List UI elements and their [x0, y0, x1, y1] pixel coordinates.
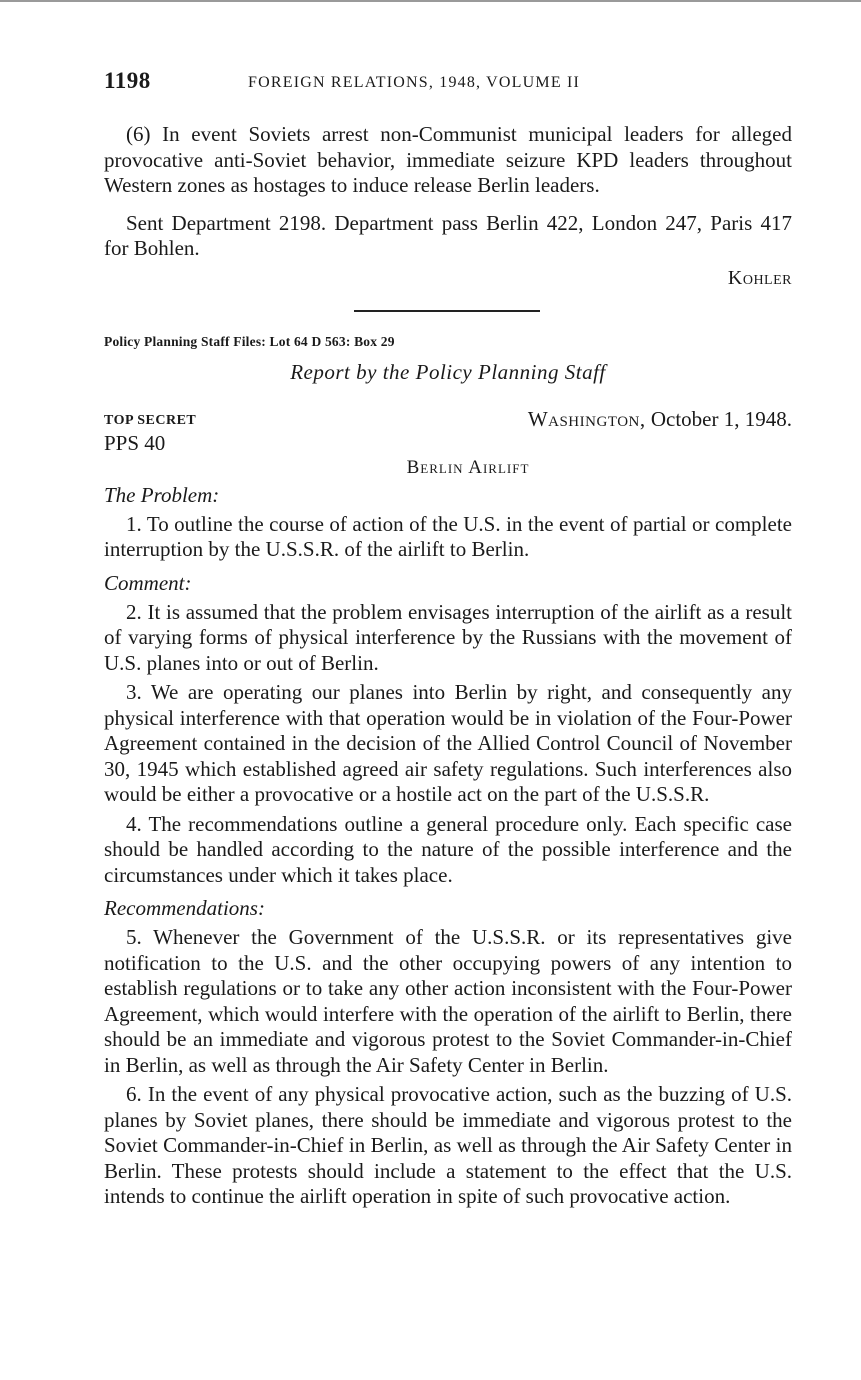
- dateline-row: [104, 407, 792, 435]
- section-divider: [354, 310, 540, 312]
- series-title: FOREIGN RELATIONS, 1948, VOLUME II: [248, 74, 581, 91]
- source-note: Policy Planning Staff Files: Lot 64 D 563: Box 29: [104, 333, 395, 349]
- paragraph-5: 5. Whenever the Government of the U.S.S.R. or its representatives give notification to the U.S. and the other occupying powers of any intention to establish regulations or to take any other action inconsistent with the Four-Power Agreement, which would interfere with the operation of the airlift to Berlin, there should be an immediate and vigorous protest to the Soviet Commander-in-Chief in Berlin, as well as through the Air Safety Center in Berlin.: [104, 925, 792, 1077]
- transmission-note: Sent Department 2198. Department pass Berlin 422, London 247, Paris 417 for Bohlen.: [104, 210, 792, 260]
- subject-heading: Berlin Airlift: [406, 456, 530, 478]
- paragraph-2: 2. It is assumed that the problem envisages interruption of the airlift as a result of varying forms of physical interference by the Russians with the movement of U.S. planes into or out of Berlin.: [104, 599, 792, 675]
- section-heading-comment: Comment:: [104, 570, 192, 595]
- classification-label: TOP SECRET: [104, 412, 197, 428]
- signature: Kohler: [727, 266, 792, 289]
- paragraph-4: 4. The recommendations outline a general procedure only. Each specific case should be handled according to the nature of the possible interference and the circumstances under which it takes place.: [104, 811, 792, 887]
- previous-item-6: (6) In event Soviets arrest non-Communist municipal leaders for alleged provocative anti-Soviet behavior, immediate seizure KPD leaders throughout Western zones as hostages to induce release Berlin leaders.: [104, 122, 792, 197]
- section-heading-problem: The Problem:: [104, 482, 220, 507]
- paragraph-1: 1. To outline the course of action of the U.S. in the event of partial or complete interruption by the U.S.S.R. of the airlift to Berlin.: [104, 511, 792, 561]
- paragraph-3: 3. We are operating our planes into Berlin by right, and consequently any physical interference with that operation would be in violation of the Four-Power Agreement contained in the decision of the Allied Control Council of November 30, 1945 which established agreed air safety regulations. Such interferences also would be either a provocative or a hostile act on the part of the U.S.S.R.: [104, 680, 792, 806]
- document-page: [104, 68, 792, 1210]
- section-heading-recommendations: Recommendations:: [104, 896, 265, 920]
- document-id: PPS 40: [104, 430, 166, 455]
- paragraph-6: 6. In the event of any physical provocative action, such as the buzzing of U.S. planes by Soviet planes, there should be immediate and vigorous protest to the Soviet Commander-in-Chief in Berlin, as well as through the Air Safety Center in Berlin. These protests should include a statement to the effect that the U.S. intends to continue the airlift operation in spite of such provocative action.: [104, 1082, 792, 1208]
- document-title: Report by the Policy Planning Staff: [290, 359, 606, 384]
- running-head: [104, 68, 792, 102]
- dateline: [528, 407, 792, 432]
- top-edge-rule: [0, 0, 861, 2]
- dateline-place: Washington,: [527, 406, 646, 431]
- page-number: 1198: [104, 68, 151, 93]
- dateline-date: October 1, 1948.: [650, 406, 792, 431]
